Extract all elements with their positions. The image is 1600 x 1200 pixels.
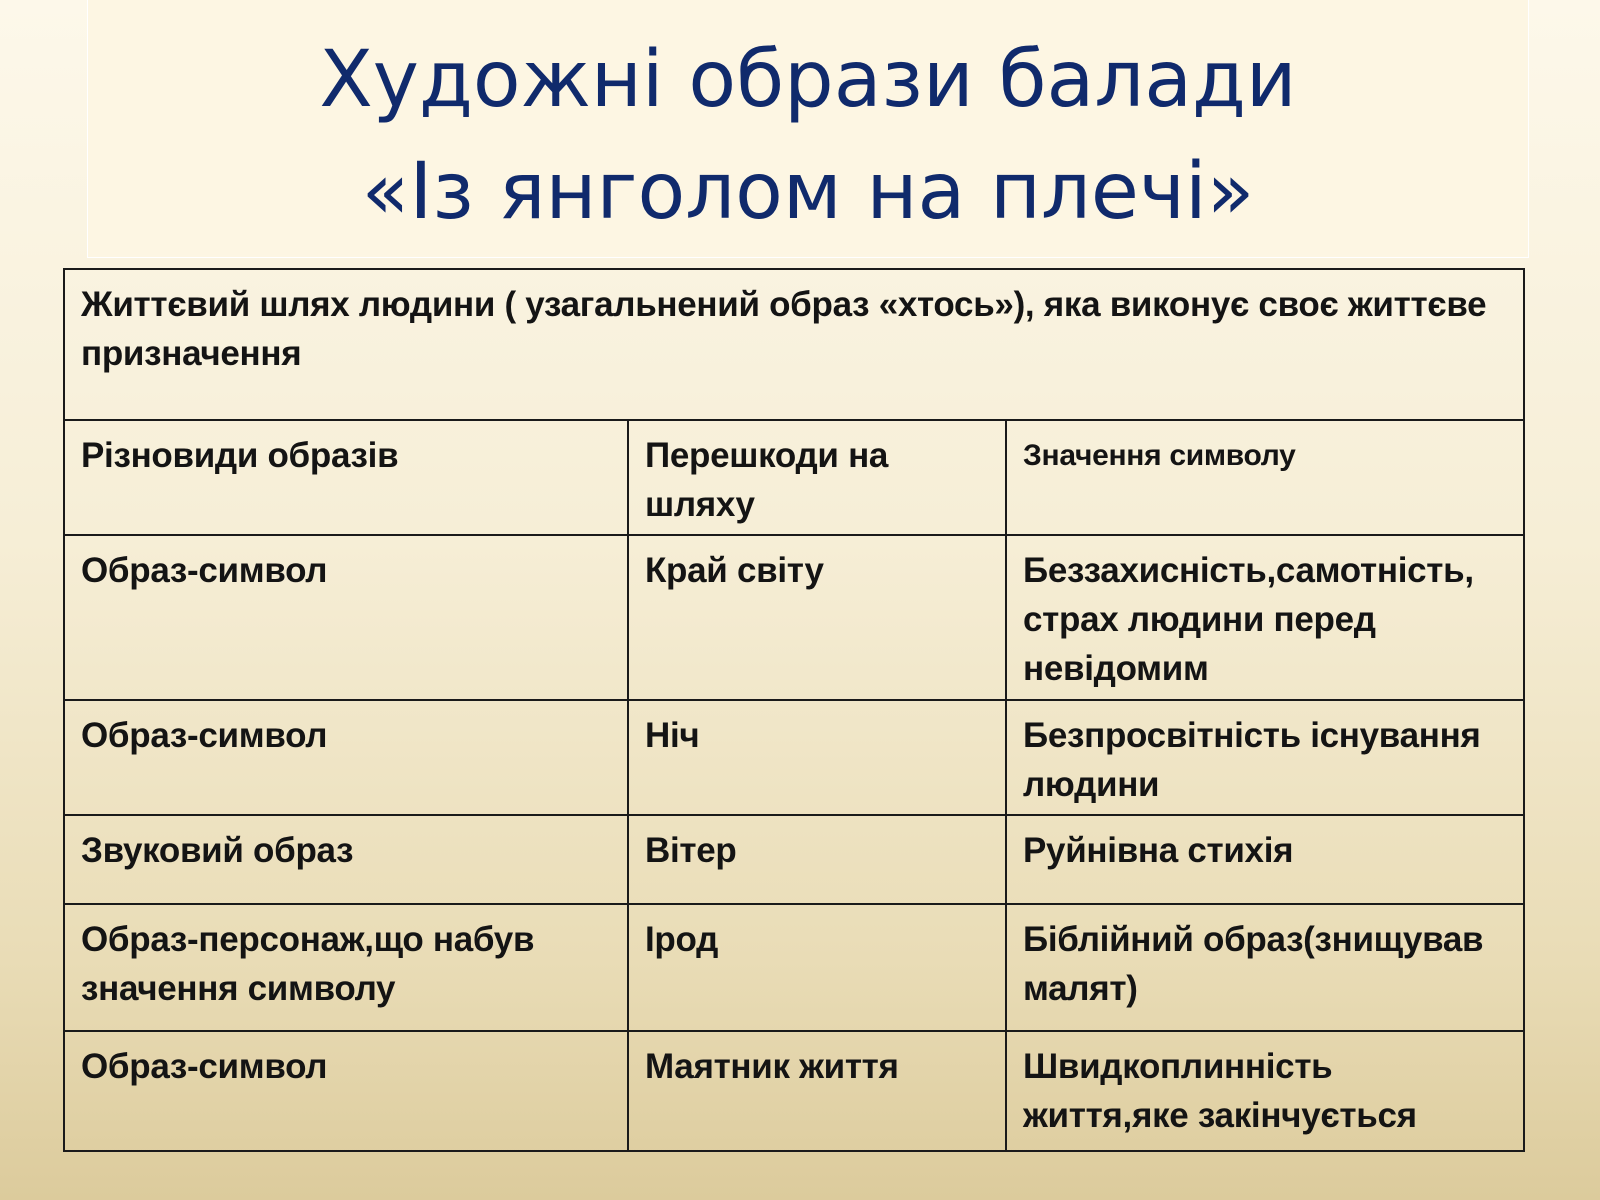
table-cell-type: Образ-персонаж,що набув значення символу <box>65 903 627 1030</box>
slide-title-line-1: Художні образи балади <box>319 35 1297 125</box>
slide-title-area <box>87 0 1529 258</box>
table-cell-obstacle: Ірод <box>627 903 1005 1030</box>
table-cell-obstacle: Ніч <box>627 699 1005 814</box>
table-cell-obstacle: Маятник життя <box>627 1030 1005 1150</box>
table-cell-meaning: Руйнівна стихія <box>1005 814 1523 903</box>
table-cell-obstacle: Край світу <box>627 534 1005 699</box>
table-cell-type: Образ-символ <box>65 534 627 699</box>
table-cell-type: Звуковий образ <box>65 814 627 903</box>
column-header-types: Різновиди образів <box>65 419 627 534</box>
table-cell-meaning: Швидкоплинність життя,яке закінчується <box>1005 1030 1523 1150</box>
column-header-meaning: Значення символу <box>1005 419 1523 534</box>
slide-title-line-2: «Із янголом на плечі» <box>361 147 1255 237</box>
table-cell-type: Образ-символ <box>65 699 627 814</box>
table-cell-meaning: Беззахисність,самотність, страх людини перед невідомим <box>1005 534 1523 699</box>
table-cell-type: Образ-символ <box>65 1030 627 1150</box>
column-header-obstacles: Перешкоди на шляху <box>627 419 1005 534</box>
table-header-wide: Життєвий шлях людини ( узагальнений образ «хтось»), яка виконує своє життєве призначення <box>65 268 1523 419</box>
table-cell-meaning: Біблійний образ(знищував малят) <box>1005 903 1523 1030</box>
table-cell-obstacle: Вітер <box>627 814 1005 903</box>
table-cell-meaning: Безпросвітність існування людини <box>1005 699 1523 814</box>
images-table <box>63 268 1525 1152</box>
